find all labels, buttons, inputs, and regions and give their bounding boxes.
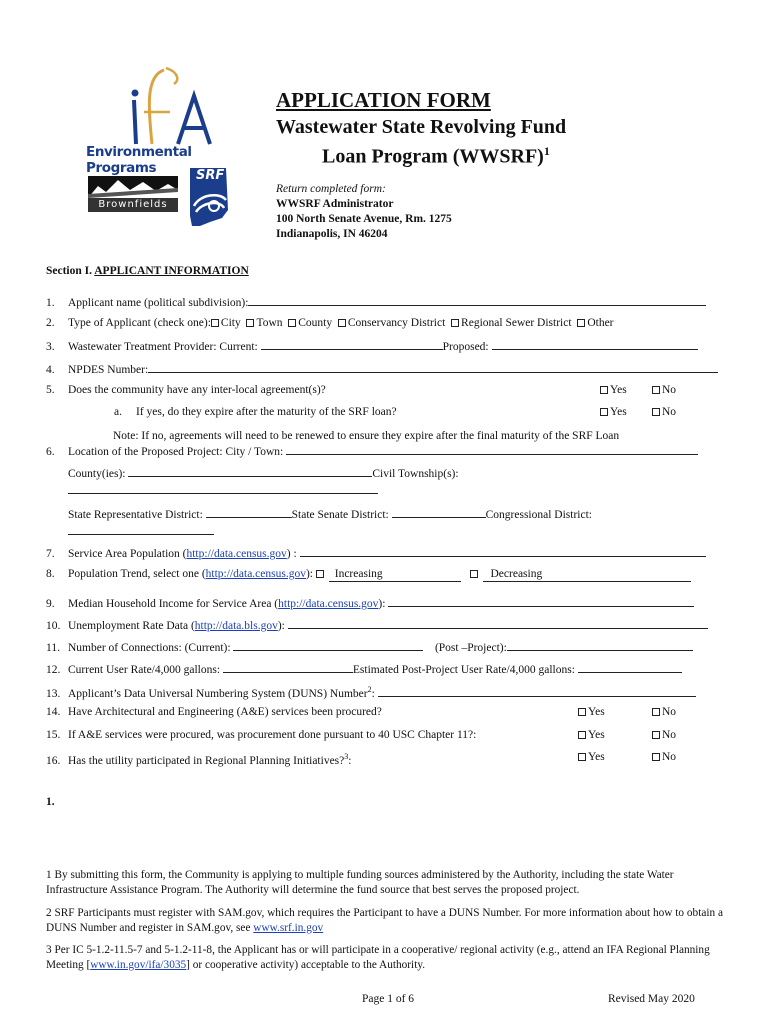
brownfields-text: Brownfields: [88, 198, 178, 212]
page-number: Page 1 of 6: [362, 993, 415, 1005]
address-line-1: WWSRF Administrator: [276, 198, 394, 210]
checkbox-other[interactable]: [577, 319, 585, 327]
footnote-ref-1: 1: [543, 144, 550, 158]
q5-note: Note: If no, agreements will need to be renewed to ensure they expire after the final maturity of the SRF Loan: [113, 430, 620, 442]
question-12: 12. Current User Rate/4,000 gallons: Estimated Post-Project User Rate/4,000 gallons:: [46, 661, 682, 677]
environmental-programs-text: Environmental Programs: [86, 144, 192, 176]
median-income-field[interactable]: [388, 595, 694, 607]
question-14: 14. Have Architectural and Engineering (A&E) services been procured?: [46, 706, 382, 718]
estimated-user-rate-field[interactable]: [578, 661, 682, 673]
question-1: 1. Applicant name (political subdivision):: [46, 294, 706, 310]
q14-no-checkbox[interactable]: [652, 708, 660, 716]
county-field[interactable]: [128, 465, 372, 477]
q16-yes: Yes: [578, 750, 605, 764]
checkbox-city[interactable]: [211, 319, 219, 327]
form-title: APPLICATION FORM: [276, 88, 491, 112]
q5a-no-checkbox[interactable]: [652, 408, 660, 416]
provider-proposed-field[interactable]: [492, 338, 698, 350]
form-subtitle-2: Loan Program (WWSRF)$^1$: [322, 144, 550, 168]
state-senate-district-field[interactable]: [392, 506, 486, 518]
address-line-2: 100 North Senate Avenue, Rm. 1275: [276, 213, 452, 225]
footnote-ref-2: 2: [367, 685, 372, 694]
q16-yes-checkbox[interactable]: [578, 753, 586, 761]
q15-no-checkbox[interactable]: [652, 731, 660, 739]
return-label: Return completed form:: [276, 183, 386, 195]
q5-yes-checkbox[interactable]: [600, 386, 608, 394]
form-subtitle-1: Wastewater State Revolving Fund: [276, 116, 567, 138]
q14-yes: Yes: [578, 705, 605, 719]
checkbox-conservancy-district[interactable]: [338, 319, 346, 327]
q14-no: No: [652, 705, 676, 719]
npdes-number-field[interactable]: [148, 361, 718, 373]
srf-website-link[interactable]: www.srf.in.gov: [253, 921, 324, 934]
q16-no: No: [652, 750, 676, 764]
question-10: 10. Unemployment Rate Data (http://data.bls.gov):: [46, 617, 708, 633]
checkbox-regional-sewer-district[interactable]: [451, 319, 459, 327]
q5-no-checkbox[interactable]: [652, 386, 660, 394]
provider-current-field[interactable]: [261, 338, 443, 350]
current-user-rate-field[interactable]: [223, 661, 353, 673]
q14-yes-checkbox[interactable]: [578, 708, 586, 716]
q15-no: No: [652, 728, 676, 742]
state-rep-district-field[interactable]: [206, 506, 292, 518]
checkbox-increasing[interactable]: [316, 570, 324, 578]
question-9: 9. Median Household Income for Service Area (http://data.census.gov):: [46, 595, 694, 611]
duns-number-field[interactable]: [378, 685, 696, 697]
question-7: 7. Service Area Population (http://data.census.gov) :: [46, 545, 706, 561]
checkbox-county[interactable]: [288, 319, 296, 327]
brownfields-skyline-icon: [88, 176, 178, 198]
service-area-population-field[interactable]: [300, 545, 706, 557]
q5a-yes: Yes: [600, 405, 627, 419]
census-link[interactable]: http://data.census.gov: [278, 598, 379, 610]
question-11: 11. Number of Connections: (Current): (Post –Project):: [46, 639, 693, 655]
connections-current-field[interactable]: [233, 639, 423, 651]
brownfields-logo: [88, 176, 178, 212]
city-town-field[interactable]: [286, 443, 698, 455]
question-5: 5. Does the community have any inter-local agreement(s)?: [46, 384, 326, 396]
q5a-no: No: [652, 405, 676, 419]
question-2: 2. Type of Applicant (check one): City Town County Conservancy District Regional Sewer District Other: [46, 317, 614, 329]
address-line-3: Indianapolis, IN 46204: [276, 228, 388, 240]
checkbox-town[interactable]: [246, 319, 254, 327]
question-3: 3. Wastewater Treatment Provider: Current: Proposed:: [46, 338, 698, 354]
q5-no: No: [652, 383, 676, 397]
footnote-ref-3: 3: [344, 752, 349, 761]
srf-text: SRF: [196, 168, 225, 183]
section-heading: Section I. APPLICANT INFORMATION: [46, 265, 249, 277]
applicant-name-field[interactable]: [248, 294, 706, 306]
census-link[interactable]: http://data.census.gov: [186, 548, 287, 560]
question-6: 6. Location of the Proposed Project: City / Town:: [46, 443, 698, 459]
q6-county-row: County(ies): Civil Township(s):: [68, 465, 459, 481]
checkbox-decreasing[interactable]: [470, 570, 478, 578]
bls-link[interactable]: http://data.bls.gov: [194, 620, 278, 632]
unemployment-rate-field[interactable]: [288, 617, 708, 629]
q5-yes: Yes: [600, 383, 627, 397]
question-5a: a. If yes, do they expire after the maturity of the SRF loan?: [114, 406, 397, 418]
q6-district-row: State Representative District: State Senate District: Congressional District:: [68, 506, 592, 522]
list-marker: 1.: [46, 796, 55, 808]
footnote-1: 1 By submitting this form, the Community is applying to multiple funding sources administered by the Authority, including the state Water Infrastructure Assistance Program. The Authority will determine the fund source that best serves the proposed project.: [46, 869, 674, 896]
q5a-yes-checkbox[interactable]: [600, 408, 608, 416]
srf-logo: [180, 166, 240, 228]
census-link[interactable]: http://data.census.gov: [205, 568, 306, 580]
q15-yes: Yes: [578, 728, 605, 742]
township-field[interactable]: [68, 493, 378, 494]
question-4: 4. NPDES Number:: [46, 361, 718, 377]
q15-yes-checkbox[interactable]: [578, 731, 586, 739]
ifa-planning-link[interactable]: www.in.gov/ifa/3035: [90, 958, 187, 971]
question-15: 15. If A&E services were procured, was procurement done pursuant to 40 USC Chapter 11?:: [46, 729, 477, 741]
connections-post-field[interactable]: [507, 639, 693, 651]
question-8: 8. Population Trend, select one (http://data.census.gov): Increasing Decreasing: [46, 567, 691, 582]
revision-date: Revised May 2020: [608, 993, 695, 1005]
question-16: 16. Has the utility participated in Regional Planning Initiatives?$^3$:: [46, 752, 352, 767]
question-13: 13. Applicant’s Data Universal Numbering System (DUNS) Number$^2$:: [46, 683, 696, 701]
footnote-3: 3 Per IC 5-1.2-11.5-7 and 5-1.2-11-8, the Applicant has or will participate in a cooperative/ regional activity (e.g., attend an IFA Regional Planning Meeting [www.in.gov/ifa/3035] or cooperative activity) acceptable to the Authority.: [46, 944, 710, 971]
q16-no-checkbox[interactable]: [652, 753, 660, 761]
congressional-district-field[interactable]: [68, 534, 214, 535]
footnote-2: 2 SRF Participants must register with SAM.gov, which requires the Participant to have a DUNS Number. For more information about how to obtain a DUNS Number and register in SAM.gov, see www.srf.in.gov: [46, 907, 723, 934]
